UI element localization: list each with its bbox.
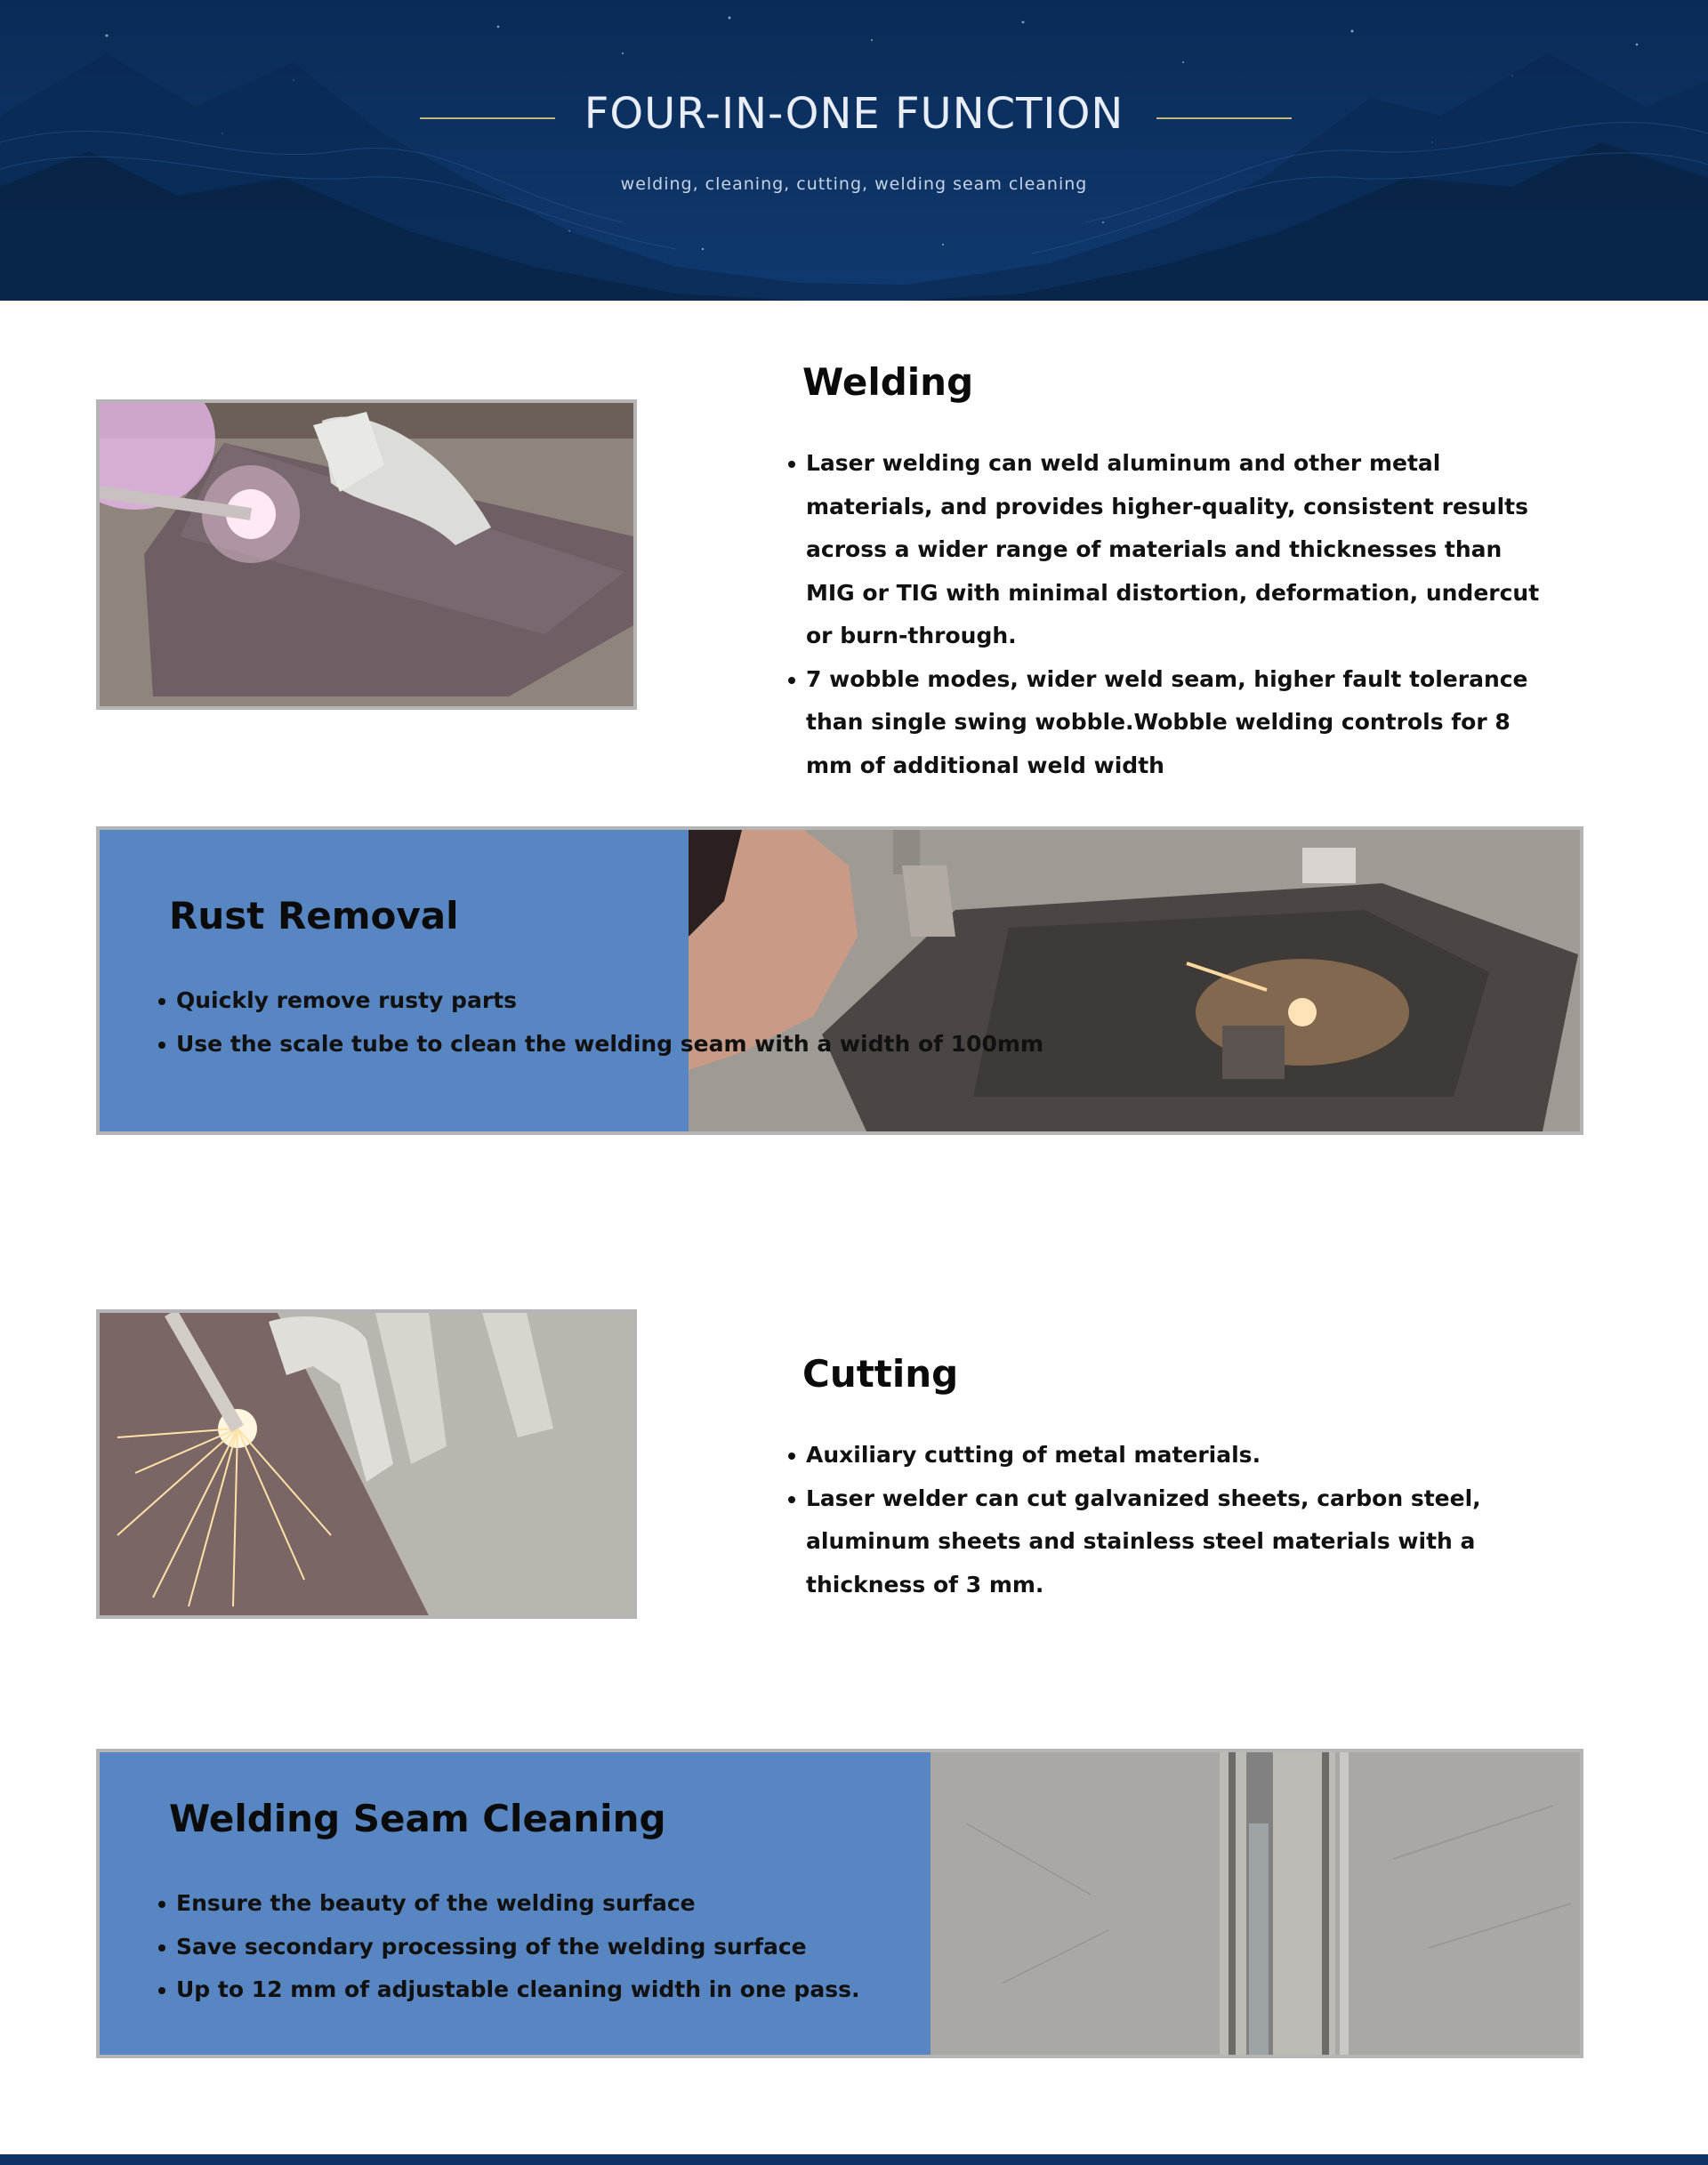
list-item: Auxiliary cutting of metal materials.: [786, 1434, 1550, 1477]
list-item: Ensure the beauty of the welding surface: [157, 1882, 922, 1926]
banner-title: FOUR-IN-ONE FUNCTION: [584, 89, 1124, 139]
rust-removal-title: Rust Removal: [169, 894, 459, 938]
seam-cleaning-bullet-list: [157, 1882, 922, 2012]
welding-photo: [96, 399, 637, 710]
hero-banner: [0, 0, 1708, 301]
list-item: Laser welding can weld aluminum and other metal materials, and provides higher-quality, consistent results across a wider range of materials and thicknesses than MIG or TIG with minimal distortion, deformation, undercut or burn-through.: [786, 442, 1550, 658]
welding-bullet-list: [786, 442, 1550, 787]
banner-subtitle: welding, cleaning, cutting, welding seam cleaning: [620, 174, 1088, 194]
welding-title: Welding: [802, 360, 974, 404]
list-item: Use the scale tube to clean the welding seam with a width of 100mm: [157, 1023, 1135, 1066]
list-item: Laser welder can cut galvanized sheets, carbon steel, aluminum sheets and stainless steel materials with a thickness of 3 mm.: [786, 1477, 1550, 1607]
rust-removal-panel: [96, 826, 1583, 1135]
cutting-title: Cutting: [802, 1352, 959, 1396]
footer-bar: [0, 2154, 1708, 2165]
list-item: Quickly remove rusty parts: [157, 979, 1135, 1023]
list-item: 7 wobble modes, wider weld seam, higher fault tolerance than single swing wobble.Wobble welding controls for 8 mm of additional weld width: [786, 658, 1550, 788]
seam-cleaning-panel: [96, 1749, 1583, 2058]
cutting-bullet-list: [786, 1434, 1550, 1606]
title-decoration-line-right: [1156, 117, 1292, 119]
seam-cleaning-photo: [931, 1752, 1583, 2055]
seam-cleaning-title: Welding Seam Cleaning: [169, 1797, 666, 1840]
mountain-background-illustration: [0, 0, 1708, 301]
list-item: Save secondary processing of the welding surface: [157, 1926, 922, 1969]
cutting-photo: [96, 1309, 637, 1619]
list-item: Up to 12 mm of adjustable cleaning width in one pass.: [157, 1968, 922, 2012]
rust-removal-bullet-list: [157, 979, 1135, 1066]
